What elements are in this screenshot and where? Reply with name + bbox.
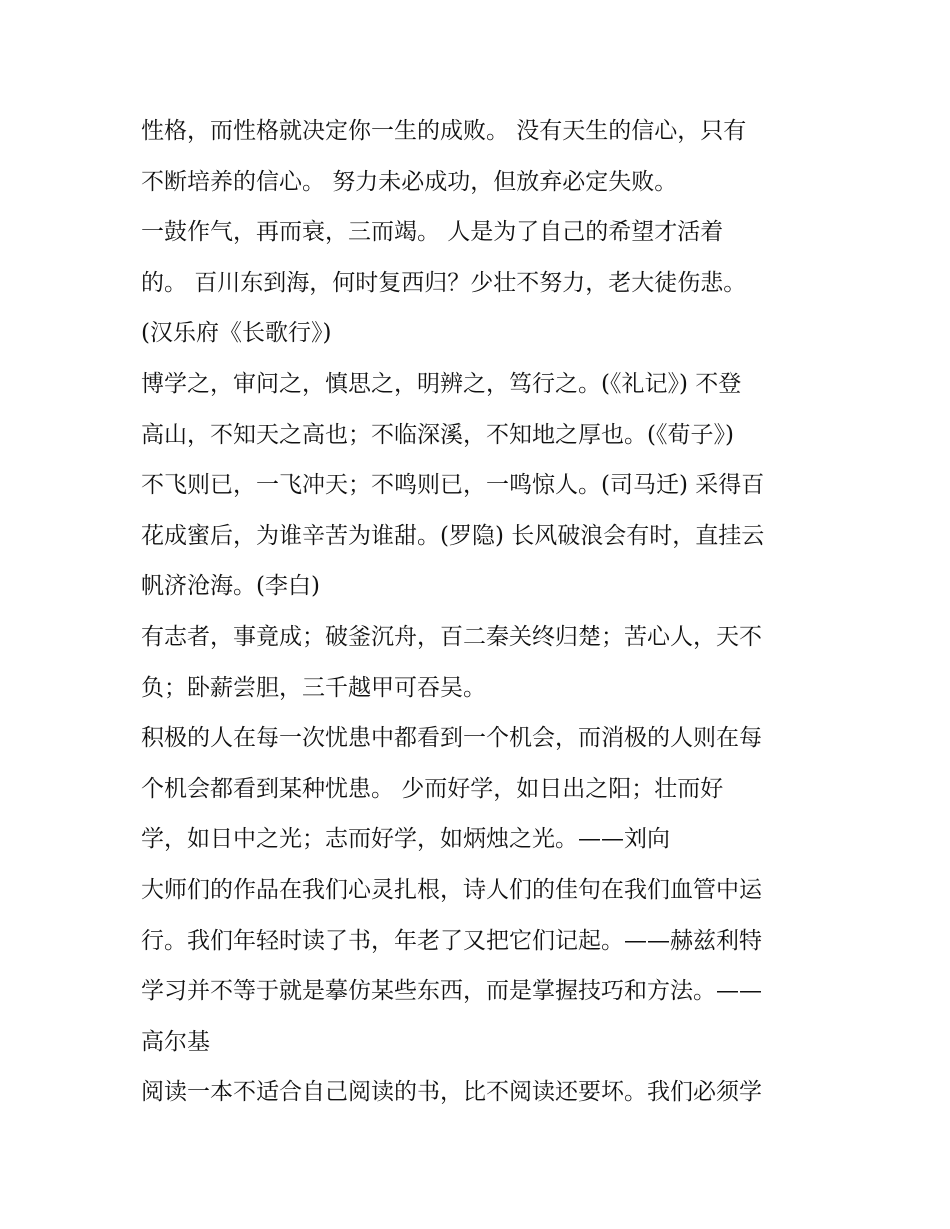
text-line-15: 学，如日中之光；志而好学，如炳烛之光。——刘向 xyxy=(141,826,670,853)
text-line-1: 性格，而性格就决定你一生的成败。 没有天生的信心，只有 xyxy=(141,118,747,144)
text-line-17: 行。我们年轻时读了书，年老了又把它们记起。——赫兹利特 xyxy=(141,927,762,954)
text-line-6: 博学之，审问之，慎思之，明辨之，笃行之。(《礼记》) 不登 xyxy=(141,370,742,397)
text-line-7: 高山，不知天之高也；不临深溪，不知地之厚也。(《荀子》) xyxy=(141,421,734,448)
text-line-16: 大师们的作品在我们心灵扎根，诗人们的佳句在我们血管中运 xyxy=(141,876,762,903)
text-line-4: 的。 百川东到海，何时复西归？少壮不努力，老大徒伤悲。 xyxy=(141,269,747,296)
text-line-18: 学习并不等于就是摹仿某些东西，而是掌握技巧和方法。—— xyxy=(141,978,762,1005)
text-line-14: 个机会都看到某种忧患。 少而好学，如日出之阳；壮而好 xyxy=(141,775,724,802)
text-line-13: 积极的人在每一次忧患中都看到一个机会，而消极的人则在每 xyxy=(141,725,762,752)
text-line-9: 花成蜜后，为谁辛苦为谁甜。(罗隐) 长风破浪会有时，直挂云 xyxy=(141,522,765,549)
text-line-11: 有志者，事竟成；破釜沉舟，百二秦关终归楚；苦心人，天不 xyxy=(141,623,762,650)
text-line-8: 不飞则已，一飞冲天；不鸣则已，一鸣惊人。(司马迁) 采得百 xyxy=(141,472,765,499)
text-line-12: 负；卧薪尝胆，三千越甲可吞吴。 xyxy=(141,674,486,701)
body-text xyxy=(141,106,821,1118)
text-line-2: 不断培养的信心。 努力未必成功，但放弃必定失败。 xyxy=(141,168,678,195)
text-line-19: 高尔基 xyxy=(141,1028,210,1055)
text-line-20: 阅读一本不适合自己阅读的书，比不阅读还要坏。我们必须学 xyxy=(141,1079,762,1106)
text-line-10: 帆济沧海。(李白) xyxy=(141,573,320,600)
text-line-5: (汉乐府《长歌行》) xyxy=(141,320,332,347)
text-line-3: 一鼓作气，再而衰，三而竭。 人是为了自己的希望才活着 xyxy=(141,219,724,246)
